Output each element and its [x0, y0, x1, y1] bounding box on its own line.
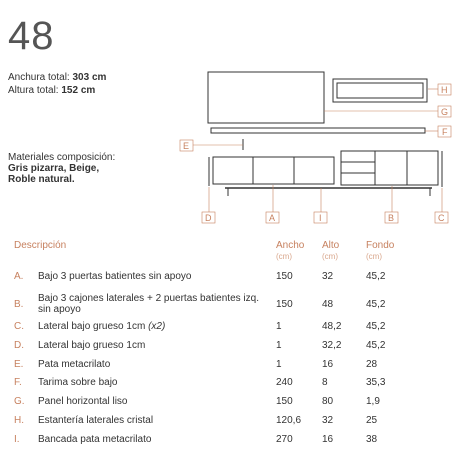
row-description: Tarima sobre bajo	[38, 377, 118, 388]
header-width-label: Ancho	[276, 240, 305, 251]
label-f: F	[442, 127, 448, 137]
row-description: Panel horizontal liso	[38, 396, 128, 407]
header-description: Descripción	[14, 240, 67, 251]
row-height: 32,2	[322, 340, 342, 351]
label-i: I	[319, 213, 322, 223]
row-height: 32	[322, 271, 334, 282]
row-height: 48,2	[322, 321, 342, 332]
row-description: Bancada pata metacrilato	[38, 434, 152, 445]
materials-title: Materiales composición:	[8, 152, 116, 163]
row-letter: D.	[14, 340, 24, 351]
label-c: C	[438, 213, 445, 223]
row-letter: E.	[14, 359, 24, 370]
row-letter: F.	[14, 377, 22, 388]
row-depth: 28	[366, 359, 378, 370]
row-depth: 45,2	[366, 271, 386, 282]
row-width: 150	[276, 396, 293, 407]
row-description: Estantería laterales cristal	[38, 415, 154, 426]
unit-b-shape	[341, 151, 438, 185]
row-description-qty: (x2)	[148, 321, 166, 332]
label-h: H	[441, 85, 448, 95]
label-g: G	[441, 107, 449, 117]
row-width: 1	[276, 359, 282, 370]
row-letter: G.	[14, 396, 25, 407]
row-depth: 1,9	[366, 396, 380, 407]
row-height: 16	[322, 359, 334, 370]
label-d: D	[205, 213, 212, 223]
row-width: 120,6	[276, 415, 302, 426]
row-letter: A.	[14, 271, 24, 282]
row-height: 16	[322, 434, 334, 445]
row-description-text: Lateral bajo grueso 1cm	[38, 321, 146, 332]
row-depth: 38	[366, 434, 378, 445]
row-height: 80	[322, 396, 334, 407]
panel-g-shape	[208, 72, 324, 123]
total-height-value: 152 cm	[61, 85, 96, 96]
platform-f-shape	[211, 128, 425, 133]
total-width-value: 303 cm	[72, 72, 107, 83]
row-height: 48	[322, 299, 334, 310]
label-a: A	[269, 213, 276, 223]
row-description: Bajo 3 puertas batientes sin apoyo	[38, 271, 192, 282]
row-width: 150	[276, 271, 293, 282]
row-description	[38, 321, 273, 332]
header-height	[322, 240, 339, 261]
row-width: 150	[276, 299, 293, 310]
row-height: 32	[322, 415, 334, 426]
row-letter: I.	[14, 434, 20, 445]
row-width: 240	[276, 377, 293, 388]
label-e: E	[183, 141, 190, 151]
header-depth-label: Fondo	[366, 240, 395, 251]
row-width: 1	[276, 340, 282, 351]
row-letter: C.	[14, 321, 24, 332]
row-width: 1	[276, 321, 282, 332]
row-depth: 45,2	[366, 340, 386, 351]
header-depth-unit: (cm)	[366, 252, 382, 261]
header-depth	[366, 240, 394, 261]
shelf-h-outer	[333, 79, 427, 102]
header-width-unit: (cm)	[276, 252, 292, 261]
model-number: 48	[8, 14, 55, 58]
header-height-unit: (cm)	[322, 252, 338, 261]
header-width	[276, 240, 304, 261]
row-description: Bajo 3 cajones laterales + 2 puertas batientes izq. sin apoyo	[38, 293, 259, 315]
row-height: 8	[322, 377, 328, 388]
row-letter: B.	[14, 299, 24, 310]
row-depth: 45,2	[366, 299, 386, 310]
row-depth: 25	[366, 415, 378, 426]
row-depth: 45,2	[366, 321, 386, 332]
label-b: B	[388, 213, 395, 223]
total-height-label: Altura total:	[8, 85, 59, 96]
materials-line-2: Roble natural.	[8, 174, 75, 185]
shelf-h-inner	[337, 83, 423, 98]
row-depth: 35,3	[366, 377, 386, 388]
row-description: Lateral bajo grueso 1cm	[38, 340, 146, 351]
row-width: 270	[276, 434, 293, 445]
header-height-label: Alto	[322, 240, 340, 251]
unit-a-shape	[213, 157, 334, 184]
total-width-label: Anchura total:	[8, 72, 70, 83]
row-description: Pata metacrilato	[38, 359, 111, 370]
materials-line-1: Gris pizarra, Beige,	[8, 163, 100, 174]
row-letter: H.	[14, 415, 24, 426]
